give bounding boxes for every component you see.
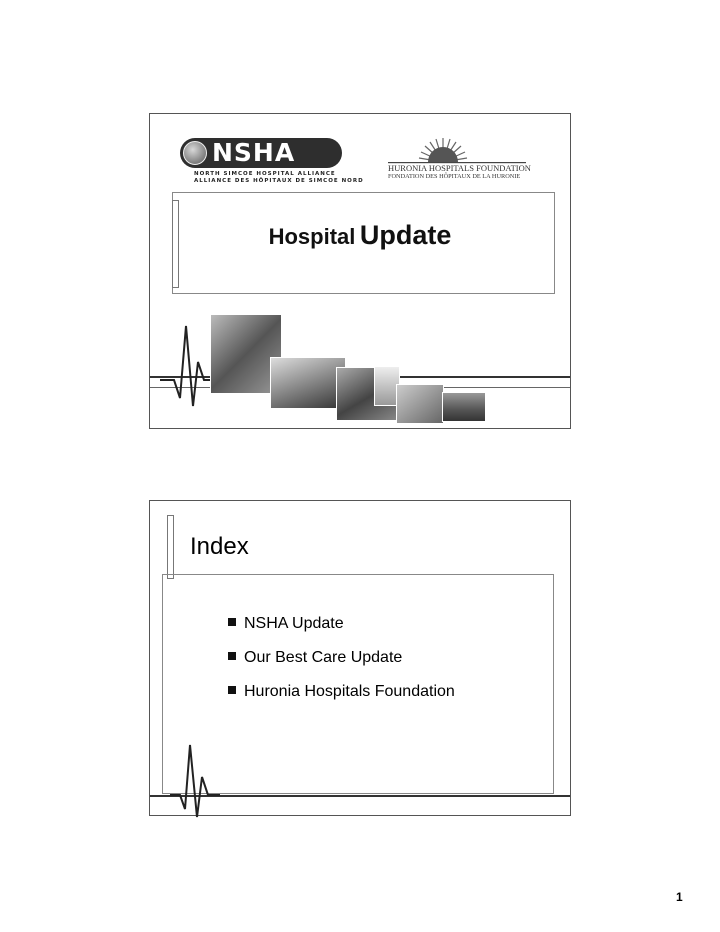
list-item: Our Best Care Update bbox=[228, 641, 455, 675]
list-item: NSHA Update bbox=[228, 607, 455, 641]
bullet-square-icon bbox=[228, 652, 236, 660]
nsha-logo-french-name: ALLIANCE DES HÔPITAUX DE SIMCOE NORD bbox=[194, 178, 364, 184]
nsha-logo bbox=[180, 138, 364, 184]
photo-hospital-equipment bbox=[270, 357, 346, 409]
slide-title bbox=[150, 220, 570, 251]
photo-waterfront bbox=[442, 392, 486, 422]
slide-title-word-update: Update bbox=[359, 220, 452, 250]
index-bullet-list bbox=[228, 607, 455, 709]
index-accent-bar bbox=[167, 515, 174, 579]
huronia-foundation-logo bbox=[388, 136, 531, 184]
bullet-square-icon bbox=[228, 618, 236, 626]
bullet-square-icon bbox=[228, 686, 236, 694]
list-item: Huronia Hospitals Foundation bbox=[228, 675, 455, 709]
title-slide bbox=[149, 113, 571, 429]
huronia-foundation-french-name: FONDATION DES HÔPITAUX DE LA HURONIE bbox=[388, 173, 521, 180]
nsha-logo-acronym: NSHA bbox=[212, 138, 296, 167]
slide-title-word-hospital: Hospital bbox=[268, 224, 356, 249]
photo-clinic bbox=[396, 384, 444, 424]
nsha-logo-english-name: NORTH SIMCOE HOSPITAL ALLIANCE bbox=[194, 171, 336, 177]
page-number: 1 bbox=[676, 890, 683, 904]
sunburst-icon bbox=[388, 136, 528, 164]
index-slide bbox=[149, 500, 571, 816]
index-title: Index bbox=[190, 533, 249, 560]
heartbeat-line-icon bbox=[170, 741, 220, 821]
globe-icon bbox=[183, 141, 207, 165]
huronia-foundation-english-name: HURONIA HOSPITALS FOUNDATION bbox=[388, 163, 531, 173]
